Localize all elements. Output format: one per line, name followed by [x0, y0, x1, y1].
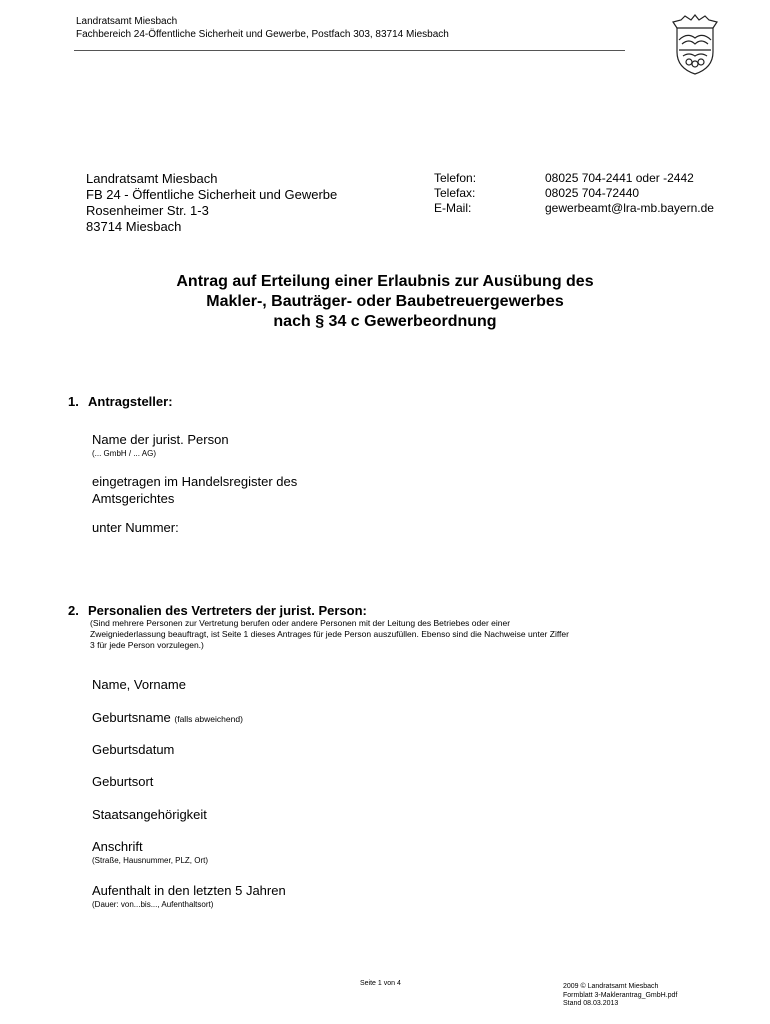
- note-line-2: Zweigniederlassung beauftragt, ist Seite 1 dieses Antrages für jede Person auszufüllen. Ebenso sind die Nachweise unter Ziffer: [90, 629, 569, 639]
- note-line-3: 3 für jede Person vorzulegen.): [90, 640, 204, 650]
- nationality-label: Staatsangehörigkeit: [92, 807, 207, 822]
- legal-entity-name-label: Name der jurist. Person: [92, 432, 229, 447]
- letterhead-divider: [74, 50, 625, 51]
- birth-name-text: Geburtsname: [92, 710, 171, 725]
- phone-label: Telefon:: [434, 171, 477, 185]
- address-line-2: FB 24 - Öffentliche Sicherheit und Gewerbe: [86, 187, 338, 202]
- contact-values: [545, 171, 714, 216]
- birth-date-label: Geburtsdatum: [92, 742, 175, 757]
- email-value: gewerbeamt@lra-mb.bayern.de: [545, 201, 714, 215]
- letterhead-line-2: Fachbereich 24-Öffentliche Sicherheit und Gewerbe, Postfach 303, 83714 Miesbach: [76, 29, 449, 40]
- note-line-1: (Sind mehrere Personen zur Vertretung berufen oder andere Personen mit der Leitung des Betriebes oder einer: [90, 618, 511, 628]
- footer-copyright: 2009 © Landratsamt Miesbach: [563, 983, 659, 990]
- letterhead-line-1: Landratsamt Miesbach: [76, 16, 178, 27]
- document-title: [85, 272, 685, 332]
- address-line-1: Landratsamt Miesbach: [86, 171, 218, 186]
- legal-entity-name-hint: (... GmbH / ... AG): [92, 449, 157, 458]
- address-hint: (Straße, Hausnummer, PLZ, Ort): [92, 856, 209, 865]
- section-2-note: [90, 618, 690, 651]
- birth-name-hint: (falls abweichend): [174, 714, 243, 724]
- birth-place-label: Geburtsort: [92, 774, 154, 789]
- birth-name-label: [92, 709, 243, 728]
- letterhead: [76, 15, 449, 41]
- residence-label: Aufenthalt in den letzten 5 Jahren: [92, 883, 286, 898]
- address-line-3: Rosenheimer Str. 1-3: [86, 203, 209, 218]
- section-2-heading: [68, 603, 568, 619]
- recipient-address: [86, 171, 337, 235]
- title-line-3: nach § 34 c Gewerbeordnung: [273, 313, 497, 330]
- section-2-number: 2.: [68, 603, 79, 618]
- register-label-line-2: Amtsgerichtes: [92, 491, 175, 506]
- fax-label: Telefax:: [434, 186, 476, 200]
- address-label: Anschrift: [92, 839, 143, 854]
- section-1-heading: [68, 394, 468, 410]
- section-1-number: 1.: [68, 394, 79, 409]
- page-number: Seite 1 von 4: [360, 980, 401, 987]
- register-label-line-1: eingetragen im Handelsregister des: [92, 474, 298, 489]
- footer-date: Stand 08.03.2013: [563, 1000, 619, 1007]
- phone-value: 08025 704-2441 oder -2442: [545, 171, 694, 185]
- contact-labels: [434, 171, 476, 216]
- title-line-2: Makler-, Bauträger- oder Baubetreuergewerbes: [206, 293, 564, 310]
- coat-of-arms-icon: [669, 14, 721, 76]
- address-line-4: 83714 Miesbach: [86, 219, 182, 234]
- section-1-title: Antragsteller:: [88, 394, 173, 409]
- register-number-label: unter Nummer:: [92, 520, 179, 535]
- footer-meta: [563, 983, 677, 1009]
- fax-value: 08025 704-72440: [545, 186, 640, 200]
- full-name-label: Name, Vorname: [92, 677, 186, 692]
- email-label: E-Mail:: [434, 201, 472, 215]
- title-line-1: Antrag auf Erteilung einer Erlaubnis zur Ausübung des: [176, 273, 594, 290]
- section-2-title: Personalien des Vertreters der jurist. Person:: [88, 603, 367, 618]
- residence-hint: (Dauer: von...bis..., Aufenthaltsort): [92, 900, 214, 909]
- footer-form-name: Formblatt 3-Maklerantrag_GmbH.pdf: [563, 991, 678, 999]
